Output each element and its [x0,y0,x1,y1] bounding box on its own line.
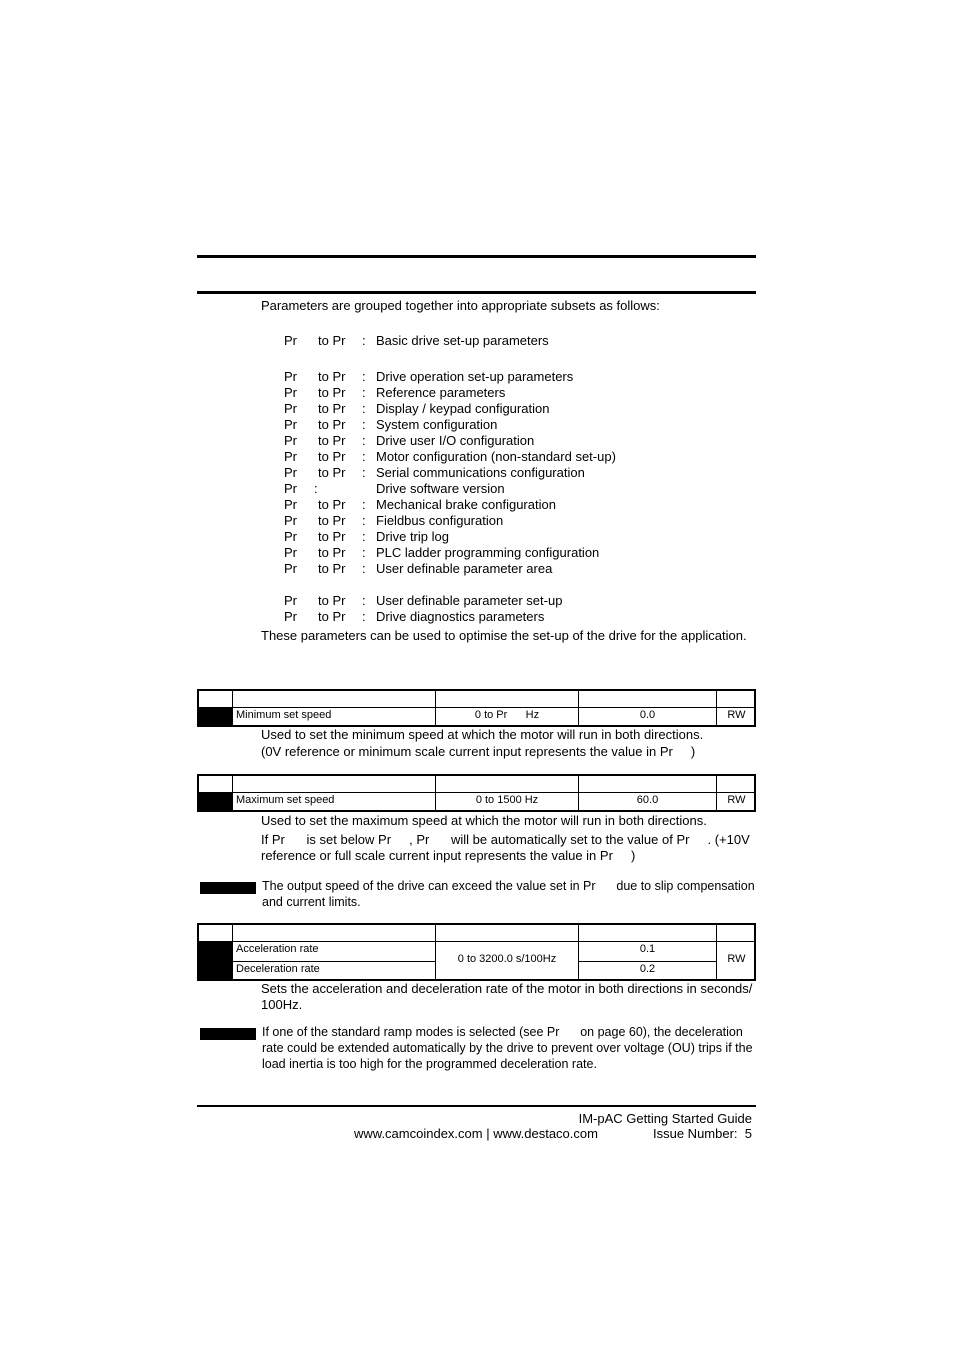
param-name-accel: Acceleration rate [236,943,319,955]
group-desc: Display / keypad configuration [376,401,550,416]
group-to: to Pr [318,545,346,560]
group-pr: Pr [284,545,297,560]
param-table-max-speed [197,774,756,812]
note-label-bar [200,1028,256,1040]
group-pr: Pr [284,401,297,416]
group-row [0,385,954,401]
param-default-decel: 0.2 [639,963,656,975]
group-desc: Basic drive set-up parameters [376,333,549,348]
group-pr: Pr [284,369,297,384]
group-row [0,401,954,417]
group-to: to Pr [318,609,346,624]
group-pr: Pr [284,333,297,348]
note-2-line-2: rate could be extended automatically by the drive to prevent over voltage (OU) trips if the [262,1041,753,1055]
group-colon: : [362,513,366,528]
group-row [0,497,954,513]
param-default: 60.0 [636,794,659,806]
group-to: to Pr [318,449,346,464]
group-row [0,465,954,481]
group-colon: : [362,417,366,432]
group-pr: Pr [284,433,297,448]
group-colon: : [362,333,366,348]
group-colon: : [362,369,366,384]
group-desc: Fieldbus configuration [376,513,504,528]
max-speed-desc-1: Used to set the maximum speed at which the motor will run in both directions. [261,813,707,828]
group-desc: Drive operation set-up parameters [376,369,574,384]
group-colon: : [362,385,366,400]
param-name: Minimum set speed [236,709,332,721]
group-desc: Drive user I/O configuration [376,433,535,448]
group-colon: : [362,433,366,448]
param-table-min-speed [197,689,756,727]
optimise-text: These parameters can be used to optimise the set-up of the drive for the application. [261,628,747,643]
group-pr: Pr [284,561,297,576]
group-desc: User definable parameter set-up [376,593,563,608]
min-speed-desc-1: Used to set the minimum speed at which the motor will run in both directions. [261,727,704,742]
param-type: RW [727,794,746,806]
param-type: RW [727,709,746,721]
group-colon: : [362,401,366,416]
group-pr: Pr [284,481,297,496]
group-desc: User definable parameter area [376,561,553,576]
group-to: to Pr [318,401,346,416]
group-colon: : [362,449,366,464]
group-row [0,433,954,449]
group-to: to Pr [318,529,346,544]
group-desc: PLC ladder programming configuration [376,545,600,560]
group-row [0,609,954,625]
group-pr: Pr [284,513,297,528]
group-to: to Pr [318,433,346,448]
group-row [0,481,954,497]
footer-rule [197,1105,756,1107]
group-pr: Pr [284,609,297,624]
section-rule [197,291,756,294]
group-row [0,513,954,529]
intro-text: Parameters are grouped together into appropriate subsets as follows: [261,298,660,313]
footer-issue: Issue Number: 5 [653,1126,752,1141]
group-desc: Mechanical brake configuration [376,497,556,512]
footer-guide-title: IM-pAC Getting Started Guide [578,1111,752,1126]
group-pr: Pr [284,593,297,608]
ramp-desc-1: Sets the acceleration and deceleration rate of the motor in both directions in seconds/ [261,981,753,996]
group-to: to Pr [318,417,346,432]
group-desc: System configuration [376,417,498,432]
ramp-desc-2: 100Hz. [261,997,303,1012]
group-colon: : [362,497,366,512]
group-row [0,449,954,465]
group-row [0,545,954,561]
group-desc: Reference parameters [376,385,506,400]
group-desc: Drive trip log [376,529,449,544]
footer-website: www.camcoindex.com | www.destaco.com [354,1126,598,1141]
group-to: to Pr [318,497,346,512]
group-pr: Pr [284,529,297,544]
group-desc: Serial communications configuration [376,465,585,480]
group-colon: : [362,561,366,576]
note-1-line-2: and current limits. [262,895,361,909]
group-colon: : [362,545,366,560]
group-colon: : [362,529,366,544]
min-speed-desc-2: (0V reference or minimum scale current input represents the value in Pr ) [261,744,696,759]
group-to: to Pr [318,561,346,576]
group-colon: : [362,593,366,608]
param-range: 0 to 3200.0 s/100Hz [457,953,557,965]
param-range: 0 to Pr Hz [474,709,540,721]
group-row [0,333,954,349]
group-pr: Pr [284,497,297,512]
group-colon: : [314,481,318,496]
group-colon: : [362,465,366,480]
group-to: to Pr [318,593,346,608]
group-pr: Pr [284,385,297,400]
group-pr: Pr [284,465,297,480]
group-colon: : [362,609,366,624]
max-speed-desc-2: If Pr is set below Pr , Pr will be automatically set to the value of Pr . (+10V [261,832,750,847]
param-default: 0.0 [639,709,656,721]
max-speed-desc-3: reference or full scale current input represents the value in Pr ) [261,848,636,863]
param-type: RW [727,953,746,965]
note-2-line-1: If one of the standard ramp modes is selected (see Pr on page 60), the deceleration [262,1025,743,1039]
group-row [0,561,954,577]
group-to: to Pr [318,385,346,400]
group-desc: Motor configuration (non-standard set-up) [376,449,616,464]
param-default-accel: 0.1 [639,943,656,955]
note-label-bar [200,882,256,894]
param-name: Maximum set speed [236,794,335,806]
param-range: 0 to 1500 Hz [475,794,539,806]
group-row [0,417,954,433]
top-rule [197,255,756,258]
group-row [0,369,954,385]
group-to: to Pr [318,369,346,384]
group-desc: Drive diagnostics parameters [376,609,545,624]
group-pr: Pr [284,449,297,464]
param-name-decel: Deceleration rate [236,963,320,975]
note-1-line-1: The output speed of the drive can exceed the value set in Pr due to slip compensation [262,879,755,893]
group-to: to Pr [318,333,346,348]
group-to: to Pr [318,513,346,528]
param-table-ramp-rates [197,923,756,981]
group-pr: Pr [284,417,297,432]
group-to: to Pr [318,465,346,480]
group-row [0,529,954,545]
note-2-line-3: load inertia is too high for the programmed deceleration rate. [262,1057,597,1071]
group-desc: Drive software version [376,481,505,496]
group-row [0,593,954,609]
